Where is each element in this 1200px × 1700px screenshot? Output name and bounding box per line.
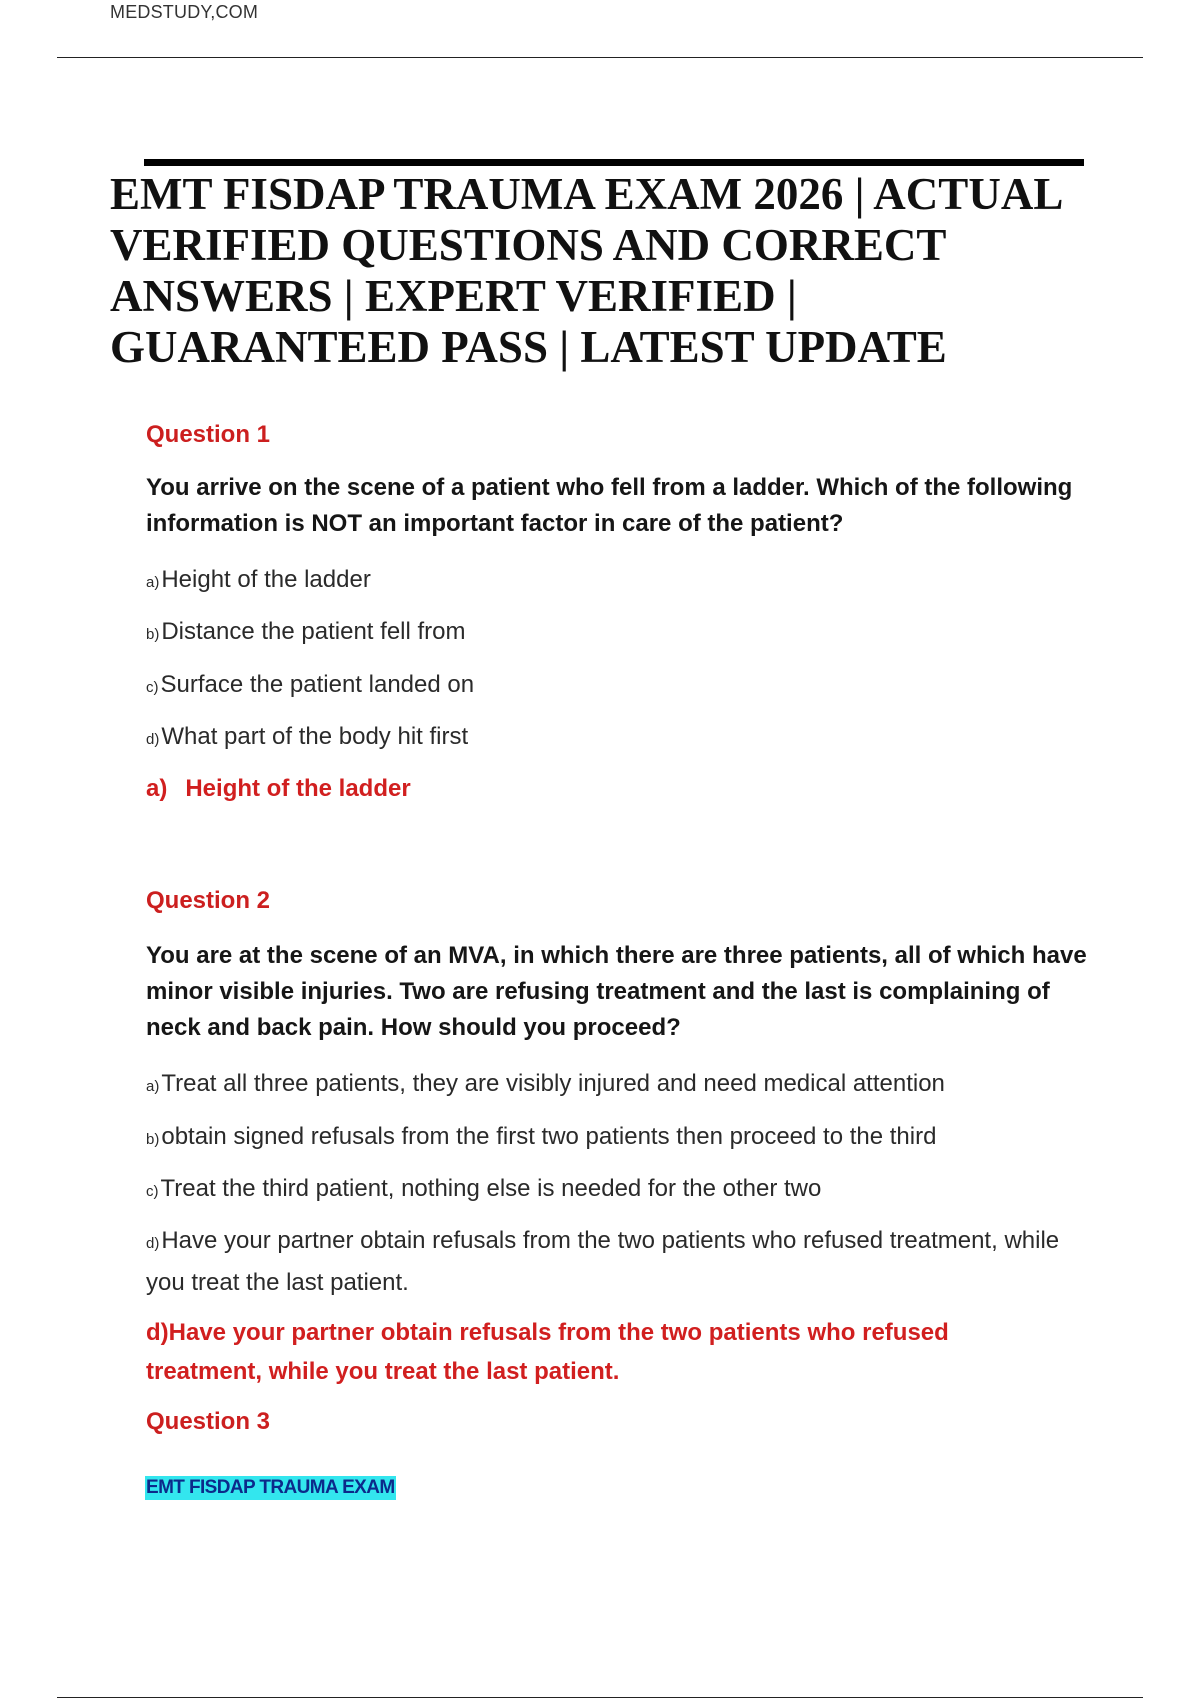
option-text: Have your partner obtain refusals from the two patients who refused treatment, while you treat the last patient. — [146, 1227, 1060, 1296]
option-letter: c) — [146, 1183, 159, 1200]
option-text: Treat the third patient, nothing else is needed for the other two — [160, 1175, 822, 1202]
option-letter: d) — [146, 1235, 160, 1252]
question-2-answer: d)Have your partner obtain refusals from the two patients who refused treatment, while you treat the last patient. — [146, 1319, 949, 1385]
question-3-heading: Question 3 — [146, 1408, 271, 1435]
question-2-text: You are at the scene of an MVA, in which there are three patients, all of which have minor visible injuries. Two are refusing treatment and the last is complaining of neck and back pain. How should you proceed? — [146, 942, 1087, 1041]
option-letter: c) — [146, 679, 159, 696]
header-divider — [57, 57, 1143, 58]
question-1-option-b — [146, 612, 1096, 654]
option-letter: b) — [146, 626, 160, 643]
site-header: MEDSTUDY,COM — [110, 2, 259, 22]
question-1-option-a — [146, 560, 1096, 602]
option-letter: d) — [146, 731, 160, 748]
option-text: Treat all three patients, they are visibly injured and need medical attention — [161, 1070, 945, 1097]
question-1-option-d — [146, 717, 1096, 759]
option-letter: a) — [146, 1078, 160, 1095]
option-text: Distance the patient fell from — [161, 618, 466, 645]
question-1-answer — [146, 769, 1046, 808]
question-2-option-d — [146, 1221, 1096, 1302]
option-text: Height of the ladder — [161, 566, 371, 593]
answer-text: Height of the ladder — [185, 775, 411, 802]
highlighted-exam-name: EMT FISDAP TRAUMA EXAM — [146, 1477, 395, 1498]
question-2-option-a — [146, 1064, 1096, 1106]
option-letter: b) — [146, 1131, 160, 1148]
question-2-option-c — [146, 1169, 1096, 1211]
question-1-text: You arrive on the scene of a patient who fell from a ladder. Which of the following information is NOT an important factor in care of the patient? — [146, 474, 1073, 537]
option-text: What part of the body hit first — [161, 723, 469, 750]
question-1-option-c — [146, 665, 1096, 707]
question-2-option-b — [146, 1117, 1096, 1159]
option-text: Surface the patient landed on — [160, 671, 475, 698]
question-1-heading: Question 1 — [146, 421, 271, 448]
question-2-heading: Question 2 — [146, 887, 271, 914]
footer-divider — [57, 1697, 1143, 1698]
option-text: obtain signed refusals from the first two patients then proceed to the third — [161, 1123, 937, 1150]
answer-letter: a) — [146, 775, 168, 802]
option-letter: a) — [146, 574, 160, 591]
title-rule — [144, 159, 1084, 166]
document-title: EMT FISDAP TRAUMA EXAM 2026 | ACTUAL VERIFIED QUESTIONS AND CORRECT ANSWERS | EXPERT VERIFIED | GUARANTEED PASS | LATEST UPDATE — [110, 169, 1061, 372]
